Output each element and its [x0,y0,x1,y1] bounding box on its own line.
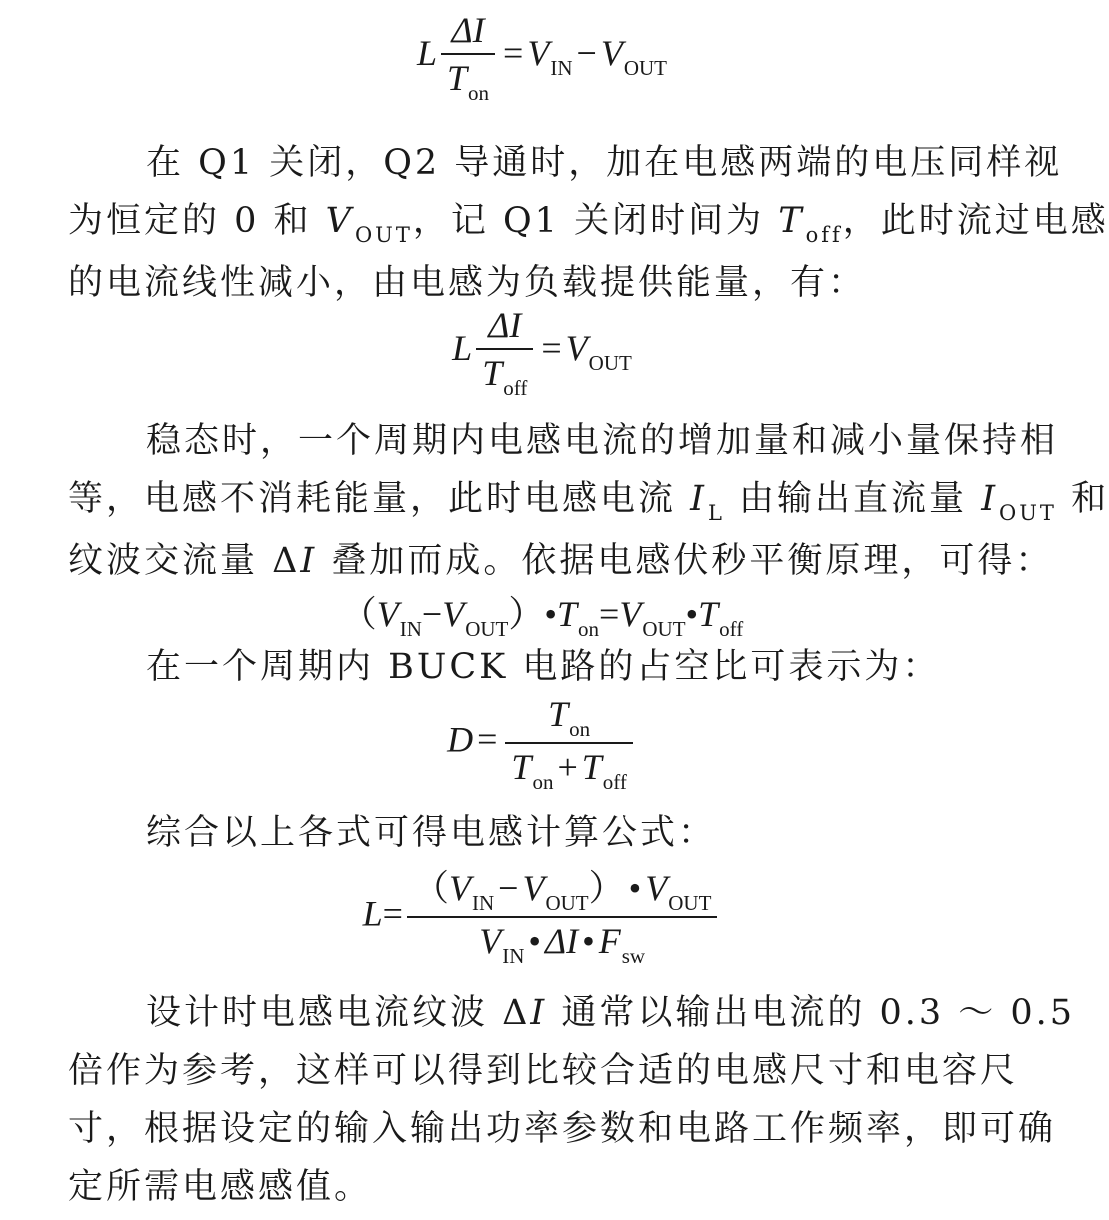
eq3-lparen: （ [340,594,377,634]
eq4-fraction [505,694,632,792]
eq5-equals: = [382,893,403,934]
paragraph-5 [68,984,1076,1216]
eq4-numerator: $T_{on}$ [505,694,632,744]
paragraph-3 [68,638,1048,696]
eq5-fraction [407,868,717,966]
eq1-numerator: ΔI [441,10,495,55]
eq2-denominator: $T_{off}$ [482,353,528,400]
eq2-v-out: V [565,327,588,368]
paragraph-2 [68,412,1109,590]
eq1-minus: − [576,32,597,73]
eq1-v-out-sub: OUT [623,55,668,80]
p3-line-1: 在一个周期内 BUCK 电路的占空比可表示为： [146,647,941,687]
eq2-fraction [476,305,533,398]
equation-5 [0,868,1084,966]
paragraph-4 [68,804,1048,862]
eq5-numerator: $(V_{IN} - V_{OUT})$ • $V_{OUT}$ [407,868,717,918]
eq4-D: D [447,719,474,760]
eq1-fraction [441,10,495,103]
p1-line-3: 的电流线性减小，由电感为负载提供能量，有： [68,263,867,303]
eq5-L: L [362,893,383,934]
p5-line-1: 设计时电感电流纹波 ΔI 通常以输出电流的 0.3 ～ 0.5 [146,993,1076,1033]
p4-line-1: 综合以上各式可得电感计算公式： [146,813,717,853]
eq1-v-out: V [600,32,623,73]
eq4-equals: = [477,719,498,760]
eq1-v-in-sub: IN [550,55,573,80]
p2-line-2: 等，电感不消耗能量，此时电感电流 $I_L$ 由输出直流量 $I_{OUT}$ 和 [68,479,1109,525]
equation-2 [0,305,1084,398]
paragraph-1 [68,134,1109,312]
eq1-v-in: V [527,32,550,73]
equation-1 [0,10,1084,103]
p2-line-1: 稳态时，一个周期内电感电流的增加量和减小量保持相 [146,421,1059,461]
eq2-equals: = [541,327,562,368]
eq2-numerator: ΔI [476,305,533,350]
p1-line-2: 为恒定的 0 和 $V_{OUT}$，记 Q1 关闭时间为 $T_{off}$，此时流过电感 [68,201,1109,247]
p5-line-2: 倍作为参考，这样可以得到比较合适的电感尺寸和电容尺 [68,1051,1019,1091]
eq2-v-out-sub: OUT [588,350,632,375]
eq2-L: L [452,327,473,368]
eq3-rparen: ） [508,594,545,634]
eq1-denominator: $T_{on}$ [447,58,490,105]
p5-line-4: 定所需电感感值。 [68,1167,373,1207]
eq5-denominator: $V_{IN}$ • ΔI • $F_{sw}$ [479,921,646,968]
p5-line-3: 寸，根据设定的输入输出功率参数和电路工作频率，即可确 [68,1109,1057,1149]
eq4-denominator: $T_{on} + T_{off}$ [511,747,627,794]
p2-line-3: 纹波交流量 ΔI 叠加而成。依据电感伏秒平衡原理，可得： [68,541,1054,581]
eq1-L: L [416,32,438,73]
equation-4 [0,694,1084,792]
equation-3: $(V_{IN}-V_{OUT})•T_{on}=V_{OUT}•T_{off}$ [340,594,744,641]
eq3-equals: = [599,594,620,634]
eq1-equals: = [503,32,524,73]
p1-line-1: 在 Q1 关闭，Q2 导通时，加在电感两端的电压同样视 [146,143,1063,183]
